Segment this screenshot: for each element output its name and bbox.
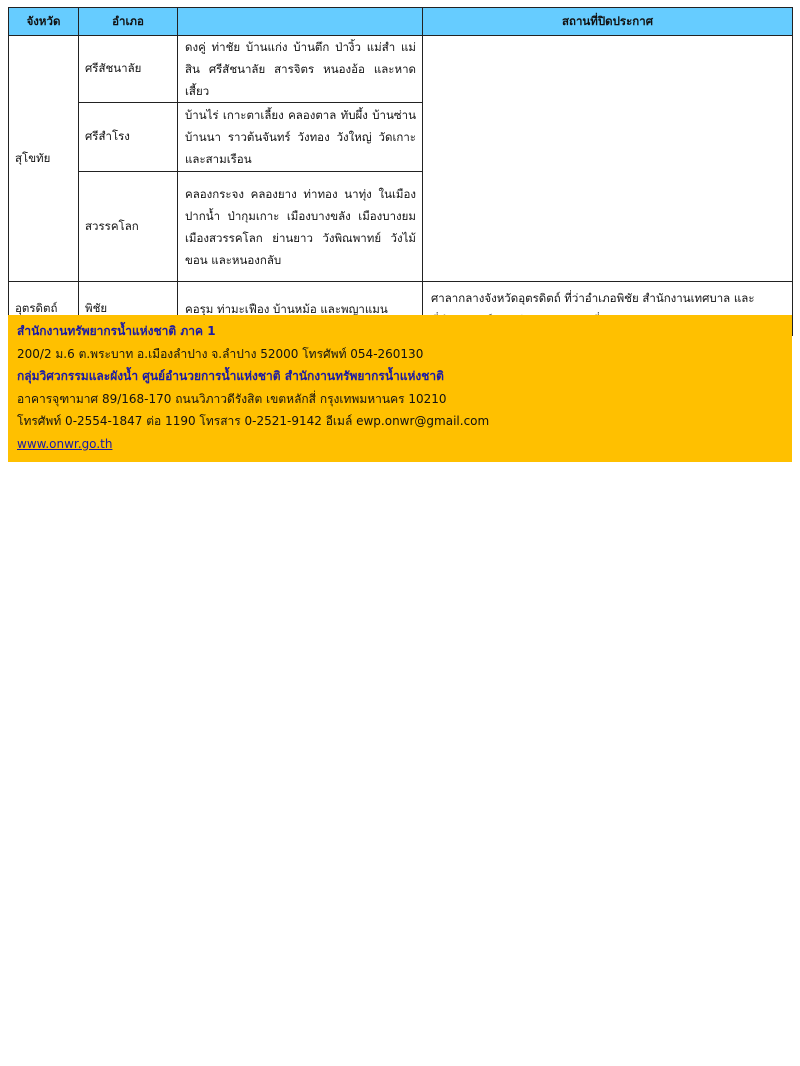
- district-cell: พิชัย: [79, 282, 178, 336]
- district-cell: ศรีสำโรง: [79, 103, 178, 172]
- group-name: กลุ่มวิศวกรรมและผังน้ำ ศูนย์อำนวยการน้ำแห่งชาติ สำนักงานทรัพยากรน้ำแห่งชาติ: [17, 369, 444, 383]
- contact-info: โทรศัพท์ 0-2554-1847 ต่อ 1190 โทรสาร 0-2521-9142 อีเมล์ ewp.onwr@gmail.com: [17, 414, 490, 428]
- header-subdistricts: [178, 8, 423, 36]
- header-district: อำเภอ: [79, 8, 178, 36]
- subdistrict-cell: ดงคู่ ท่าชัย บ้านแก่ง บ้านตึก ป่างิ้ว แม่สำ แม่สิน ศรีสัชนาลัย สารจิตร หนองอ้อ และหาดเสี้ยว: [178, 36, 423, 103]
- announce-place-cell: ศาลากลางจังหวัดอุตรดิตถ์ ที่ว่าอำเภอพิชัย สำนักงานเทศบาล และ: [423, 282, 793, 336]
- group-address: อาคารจุฑามาศ 89/168-170 ถนนวิภาวดีรังสิต เขตหลักสี่ กรุงเทพมหานคร 10210: [17, 391, 447, 406]
- district-cell: สวรรคโลก: [79, 172, 178, 282]
- contact-footer: [8, 315, 792, 462]
- subdistrict-cell: บ้านไร่ เกาะตาเลี้ยง คลองตาล ทับผึ้ง บ้านซ่าน บ้านนา ราวต้นจันทร์ วังทอง วังใหญ่ วัดเกาะ และสามเรือน: [178, 103, 423, 172]
- area-announcement-table: [8, 7, 793, 336]
- subdistrict-cell: คอรุม ท่ามะเฟือง บ้านหม้อ และพญาแมน: [178, 282, 423, 336]
- province-cell: สุโขทัย: [9, 36, 79, 282]
- office-name: สำนักงานทรัพยากรน้ำแห่งชาติ ภาค 1: [17, 324, 216, 338]
- province-cell: อุตรดิตถ์: [9, 282, 79, 336]
- subdistrict-cell: คลองกระจง คลองยาง ท่าทอง นาทุ่ง ในเมือง ปากน้ำ ป่ากุมเกาะ เมืองบางขลัง เมืองบางยม เมืองสวรรคโลก ย่านยาว วังพิณพาทย์ วังไม้ขอน และหนองกลับ: [178, 172, 423, 282]
- table-row: [9, 36, 793, 103]
- header-province: จังหวัด: [9, 8, 79, 36]
- announce-place-cell: [423, 36, 793, 282]
- district-cell: ศรีสัชนาลัย: [79, 36, 178, 103]
- office-address: 200/2 ม.6 ต.พระบาท อ.เมืองลำปาง จ.ลำปาง 52000 โทรศัพท์ 054-260130: [17, 346, 424, 361]
- table-header-row: [9, 8, 793, 36]
- header-announce-place: สถานที่ปิดประกาศ: [423, 8, 793, 36]
- website-link[interactable]: www.onwr.go.th: [17, 436, 113, 451]
